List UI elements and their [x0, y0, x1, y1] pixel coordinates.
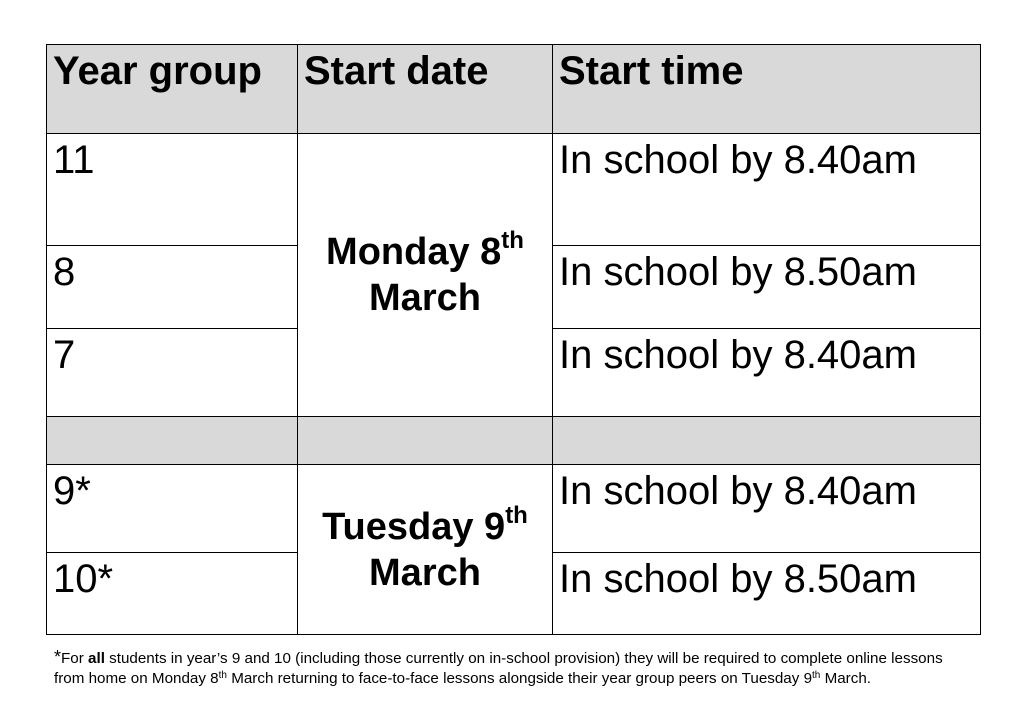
year-cell: 8	[47, 246, 298, 329]
footnote-text: March returning to face-to-face lessons alongside their year group peers on Tuesday 9	[226, 670, 813, 687]
date-line2: March	[369, 551, 481, 594]
separator-cell	[553, 417, 981, 465]
footnote-suffix: th	[812, 670, 821, 681]
year-cell: 11	[47, 134, 298, 246]
time-cell: In school by 8.50am	[553, 246, 981, 329]
separator-row	[47, 417, 981, 465]
table-row	[47, 134, 981, 246]
table-row	[47, 465, 981, 553]
header-start-date: Start date	[298, 45, 553, 134]
date-line2: March	[369, 277, 481, 319]
date-line1: Tuesday 9	[322, 505, 506, 548]
time-cell: In school by 8.50am	[553, 553, 981, 635]
start-date-monday	[298, 134, 553, 417]
footnote-emphasis: all	[88, 650, 105, 667]
start-date-tuesday	[298, 465, 553, 635]
footnote-suffix: th	[218, 670, 227, 681]
separator-cell	[298, 417, 553, 465]
footnote-text: students in year’s 9 and 10 (including those currently on in-school provision) they will be required to complete online lessons from home on Monday 8	[54, 650, 943, 687]
footnote-text: March.	[820, 670, 871, 687]
time-cell: In school by 8.40am	[553, 329, 981, 417]
date-line1: Monday 8	[326, 231, 502, 273]
year-cell: 7	[47, 329, 298, 417]
header-row	[47, 45, 981, 134]
schedule-table	[46, 44, 981, 635]
separator-cell	[47, 417, 298, 465]
footnote	[54, 647, 964, 689]
footnote-asterisk: *	[54, 647, 62, 667]
date-suffix: th	[501, 227, 524, 254]
year-cell: 9*	[47, 465, 298, 553]
header-start-time: Start time	[553, 45, 981, 134]
year-cell: 10*	[47, 553, 298, 635]
footnote-text: For	[61, 650, 89, 667]
date-suffix: th	[505, 501, 528, 529]
time-cell: In school by 8.40am	[553, 134, 981, 246]
time-cell: In school by 8.40am	[553, 465, 981, 553]
header-year-group: Year group	[47, 45, 298, 134]
